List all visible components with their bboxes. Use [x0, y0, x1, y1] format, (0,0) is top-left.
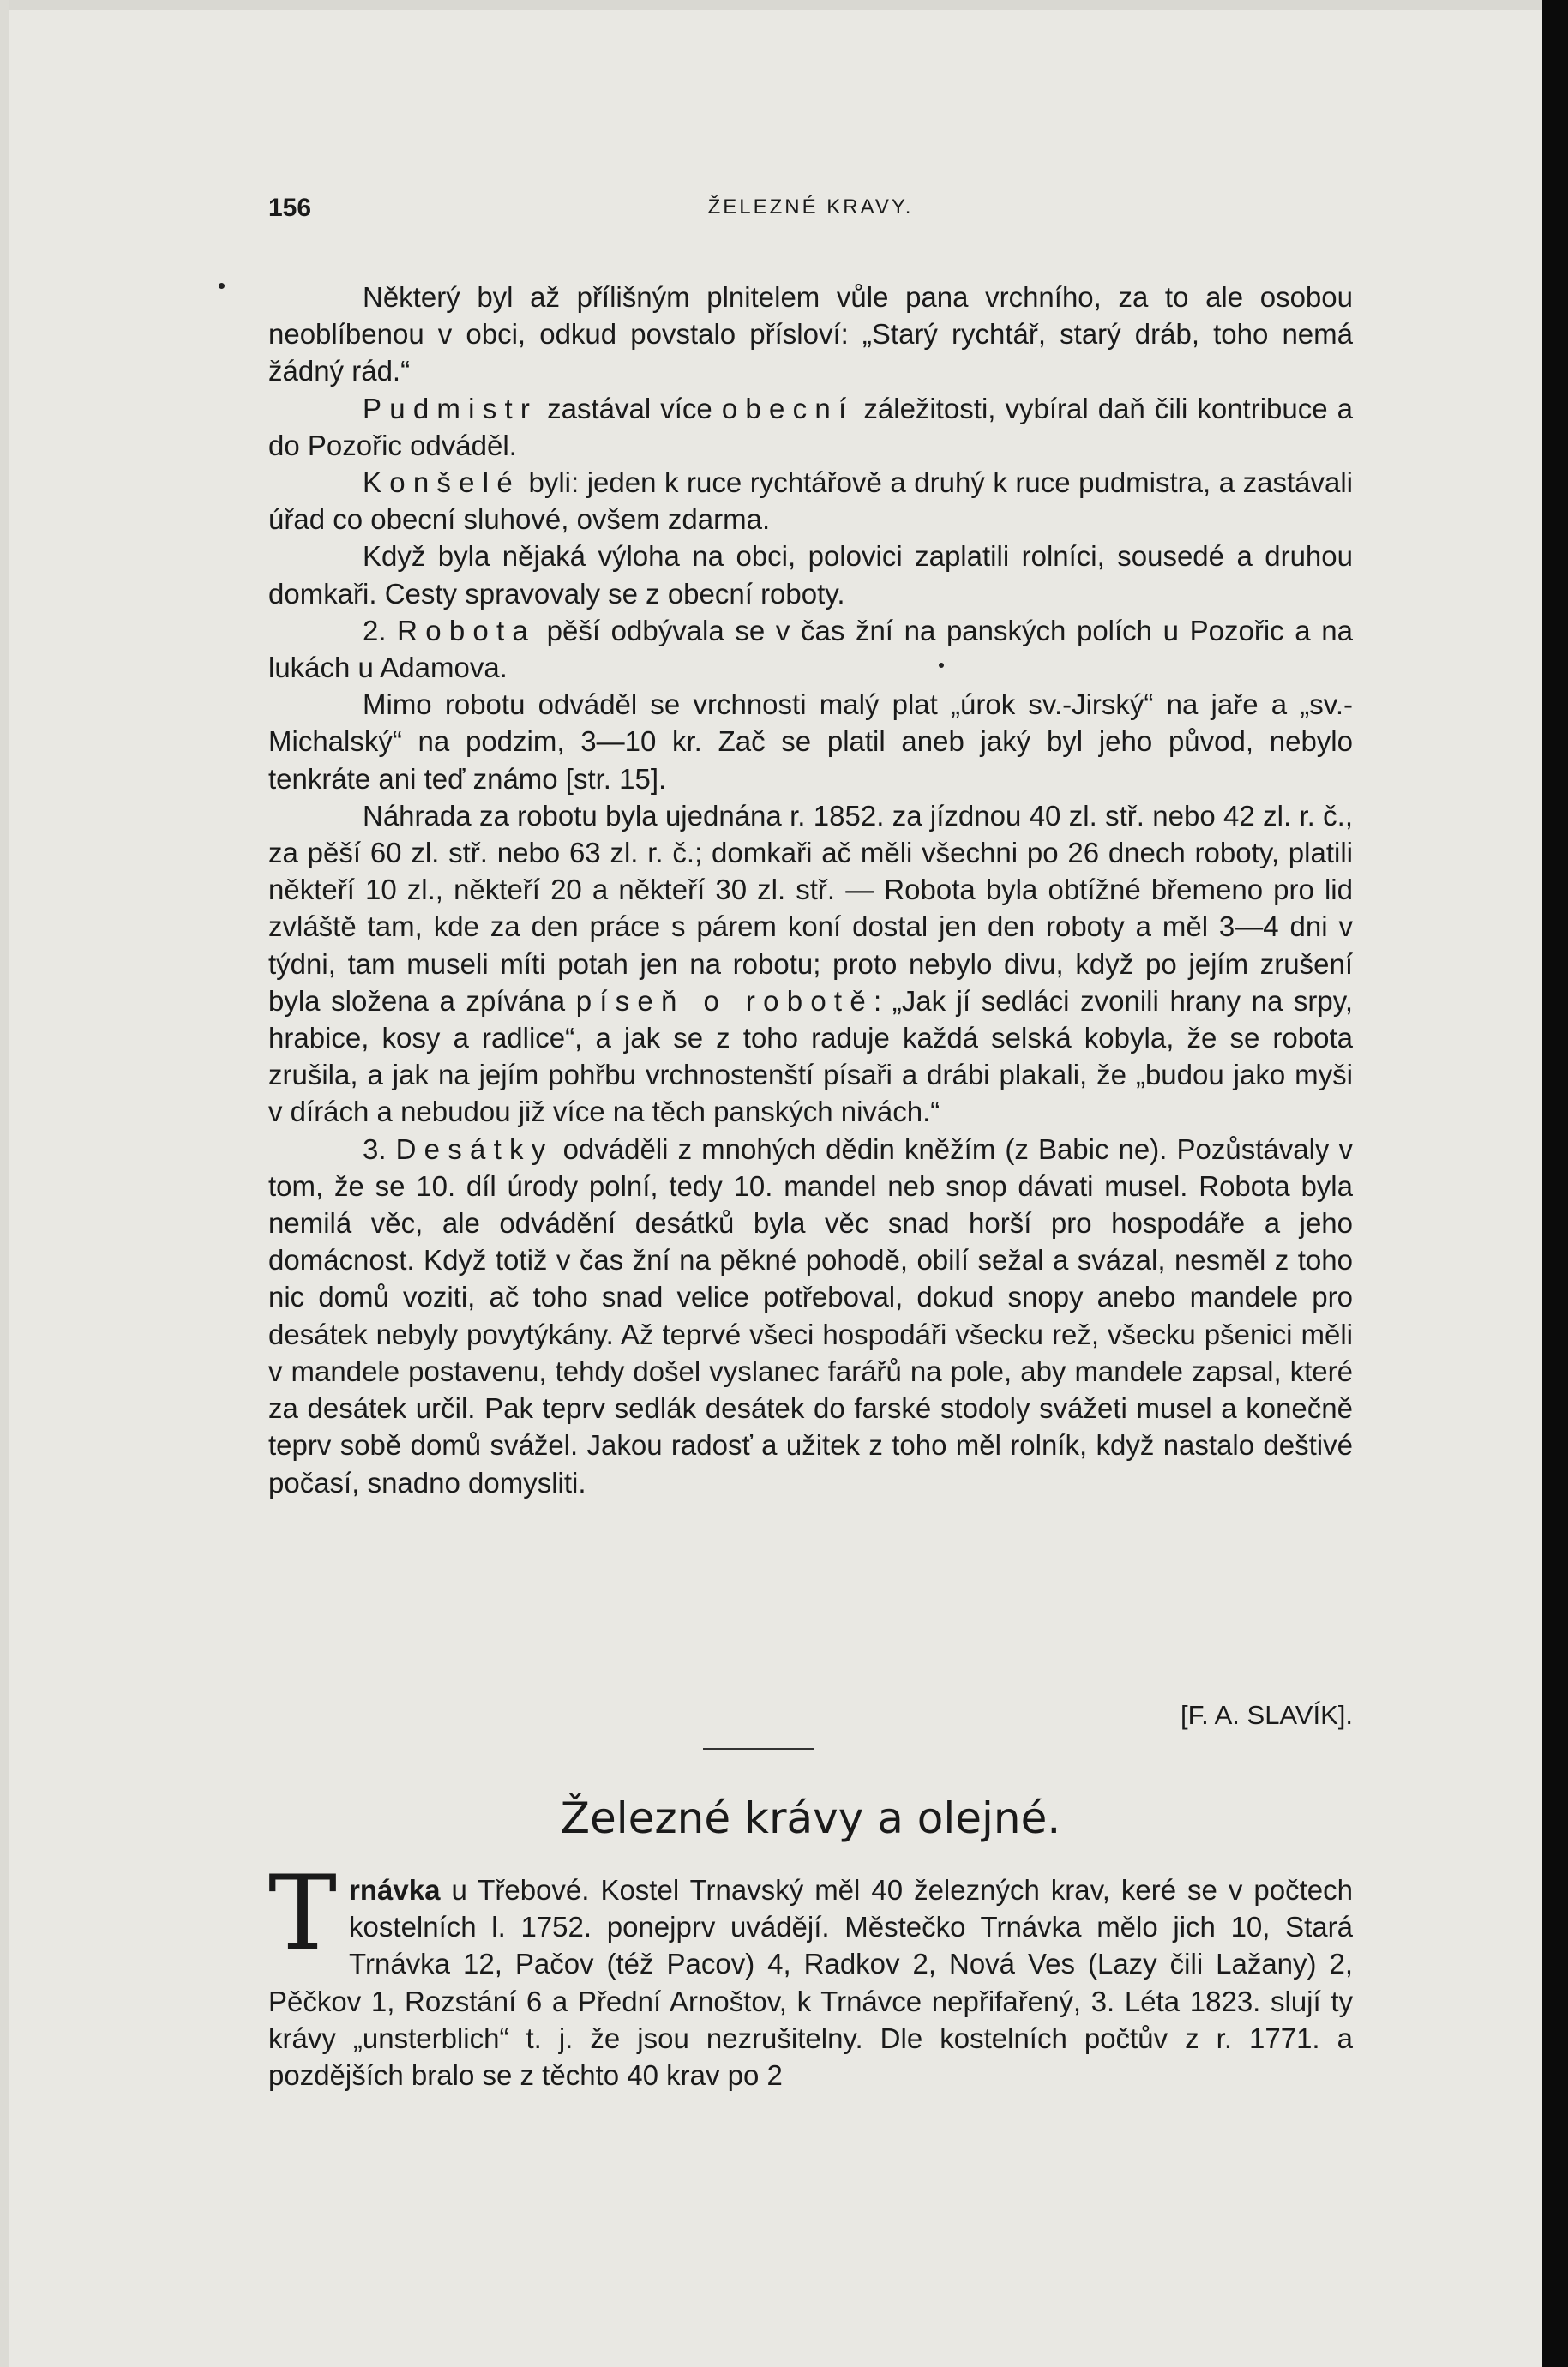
section-text: [268, 1854, 1353, 2094]
paragraph-text: záležitosti, vybíral daň čili kontribuce a do Pozořic odváděl.: [268, 392, 1353, 461]
paragraph: [268, 612, 1353, 686]
paragraph: [268, 1854, 1353, 2094]
paragraph-number: 2.: [363, 614, 398, 646]
spaced-term: obecní: [721, 392, 855, 424]
paragraph-text: : „Jak jí sedláci zvonili hrany na srpy, hrabice, kosy a radlice“, a jak se z toho raduje každá selská kobyla, že se robota zrušila, a jak na jejím pohřbu vrchnostenští písaři a drábi plakali, že „budou jako myši v dírách a nebudou již více na těch panských nivách.“: [268, 984, 1353, 1128]
section-title: Železné krávy a olejné.: [560, 1793, 1061, 1843]
author-signature: [F. A. SLAVÍK].: [1180, 1700, 1353, 1730]
spaced-term: Pudmistr: [363, 392, 538, 424]
drop-cap: T: [268, 1854, 338, 1974]
scan-speck: [219, 283, 225, 289]
paragraph-text: zastával více: [538, 392, 722, 424]
paragraph-number: 3.: [363, 1132, 396, 1165]
paragraph: Některý byl až přílišným plnitelem vůle pana vrchního, za to ale osobou neoblíbenou v obci, odkud povstalo přísloví: „Starý rychtář, starý dráb, toho nemá žádný rád.“: [268, 281, 1353, 387]
paragraph-text: u Třebové. Kostel Trnavský měl 40 železných krav, keré se v počtech kostelních l. 1752. ponejprv uvádějí. Městečko Trnávka mělo jich 10, Stará Trnávka 12, Pačov (též Pacov) 4, Radkov 2, Nová Ves (Lazy čili Lažany) 2, Pěčkov 1, Rozstání 6 a Přední Arnoštov, k Trnávce nepřifařený, 3. Léta 1823. slují ty krávy „unsterblich“ t. j. že jsou nezrušitelny. Dle kostelních počtův z r. 1771. a pozdějších bralo se z těchto 40 krav po 2: [268, 1874, 1353, 2092]
scan-edge-top: [0, 0, 1568, 10]
paragraph-text: pěší odbývala se v čas žní na panských polích u Pozořic a na lukách u Adamova.: [268, 614, 1353, 684]
paragraph-text: odváděli z mnohých dědin kněžím (z Babic ne). Pozůstávaly v tom, že se 10. díl úrody polní, tedy 10. mandel neb snop dávati musel. Robota byla nemilá věc, ale odvádění desátků byla věc snad horší pro hospodáře a jeho domácnost. Když totiž v čas žní na pěkné pohodě, obilí sežal a svázal, nesměl z toho nic domů voziti, ač toho snad velice potřeboval, dokud snopy anebo mandele pro desátek nebyly povytýkány. Až teprvé všeci hospodáři všecku rež, všecku pšenici měli v mandele postavenu, tehdy došel vyslanec farářů na pole, aby mandele zapsal, které za desátek určil. Pak teprv sedlák desátek do farské stodoly svážeti musel a konečně teprv sobě domů svážel. Jakou radosť a užitek z toho měl rolník, když nastalo deštivé počasí, snadno domysliti.: [268, 1132, 1353, 1499]
body-text: [268, 279, 1353, 1501]
scan-edge-right: [1542, 0, 1568, 2367]
paragraph: [268, 390, 1353, 464]
scan-edge-left: [0, 0, 9, 2367]
spaced-term: píseň o robotě: [575, 984, 874, 1017]
section-divider: [703, 1748, 814, 1750]
paragraph: [268, 464, 1353, 538]
paragraph: [268, 797, 1353, 1131]
paragraph-text: byli: jeden k ruce rychtářově a druhý k ruce pudmistra, a zastávali úřad co obecní sluhové, ovšem zdarma.: [268, 466, 1353, 536]
paragraph: [268, 1131, 1353, 1501]
running-title: ŽELEZNÉ KRAVY.: [707, 195, 914, 219]
page-header: [268, 194, 1353, 228]
lead-word: rnávka: [349, 1874, 441, 1906]
paragraph-text: Náhrada za robotu byla ujednána r. 1852. za jízdnou 40 zl. stř. nebo 42 zl. r. č., za pěší 60 zl. stř. nebo 63 zl. r. č.; domkaři ač měli všechni po 26 dnech roboty, platili někteří 10 zl., někteří 20 a někteří 30 zl. stř. — Robota byla obtížné břemeno pro lid zvláště tam, kde za den práce s párem koní dostal jen den roboty a měl 3—4 dni v týdni, tam museli míti potah jen na robotu; proto nebylo divu, když po jejím zrušení byla složena a zpívána: [268, 799, 1353, 1017]
paragraph: Mimo robotu odváděl se vrchnosti malý plat „úrok sv.-Jirský“ na jaře a „sv.-Michalský“ na podzim, 3—10 kr. Zač se platil aneb jaký byl jeho původ, nebylo tenkráte ani teď známo [str. 15].: [268, 688, 1353, 795]
spaced-term: Robota: [397, 614, 537, 646]
spaced-term: Desátky: [395, 1132, 554, 1165]
page-number: 156: [268, 194, 312, 222]
spaced-term: Konšelé: [363, 466, 520, 499]
paragraph: Když byla nějaká výloha na obci, polovici zaplatili rolníci, sousedé a druhou domkaři. Cesty spravovaly se z obecní roboty.: [268, 540, 1353, 610]
